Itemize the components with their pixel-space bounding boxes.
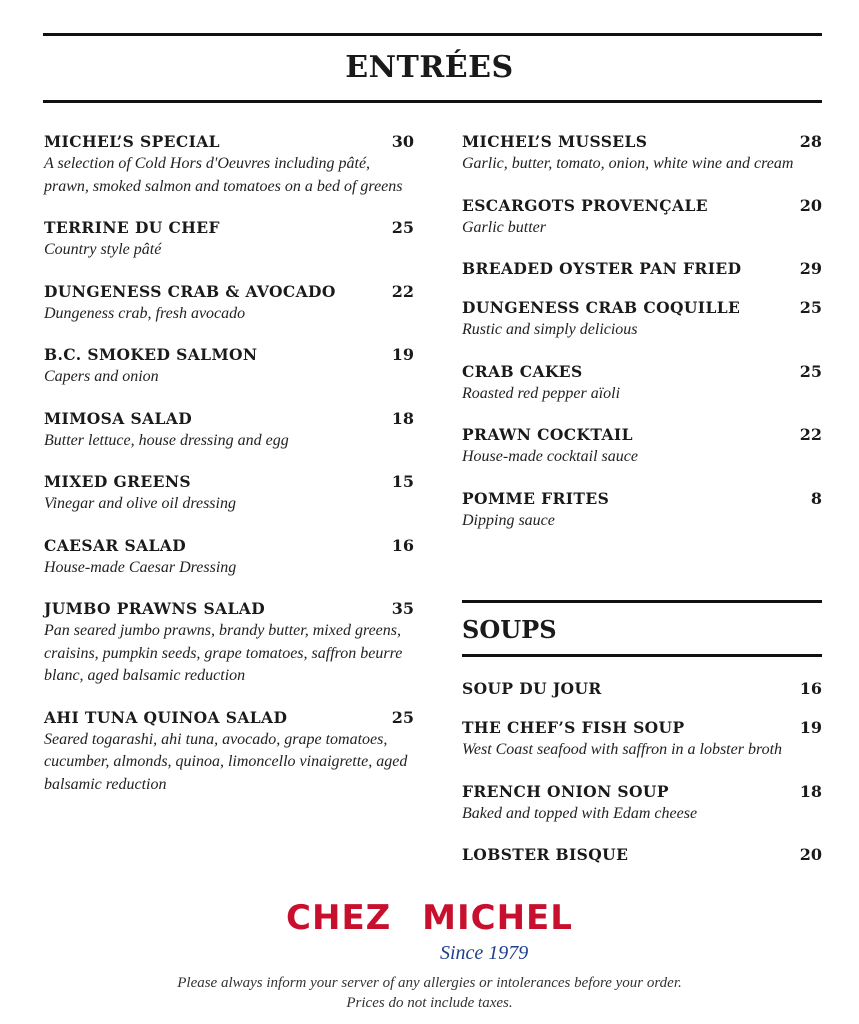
since-tagline: Since 1979 [440, 942, 529, 964]
menu-item [462, 679, 822, 698]
item-description: Dipping sauce [462, 511, 555, 529]
item-description: Country style pâté [44, 241, 162, 258]
item-name: DUNGENESS CRAB & AVOCADO [44, 281, 336, 301]
item-price: 19 [799, 718, 822, 737]
menu-item [462, 845, 822, 864]
item-description: Pan seared jumbo prawns, brandy butter, mixed greens, craisins, pumpkin seeds, grape tomatoes, saffron beurre blanc, aged balsamic reduction [44, 622, 403, 684]
allergy-notice-line: Please always inform your server of any allergies or intolerances before your order. [177, 975, 682, 991]
menu-item [44, 345, 414, 389]
title-bottom-rule [43, 100, 822, 103]
item-price: 18 [391, 408, 414, 428]
soups-bottom-rule [462, 654, 822, 657]
item-name: MIMOSA SALAD [44, 408, 193, 428]
item-price: 8 [810, 488, 822, 508]
item-price: 35 [391, 599, 414, 618]
item-name: MICHEL’S SPECIAL [44, 132, 220, 151]
item-price: 16 [799, 679, 822, 698]
item-price: 15 [391, 472, 414, 491]
item-price: 22 [391, 281, 414, 301]
page-title: ENTRÉES [345, 50, 514, 85]
menu-item [462, 362, 822, 406]
item-name: JUMBO PRAWNS SALAD [44, 599, 266, 618]
item-description: Butter lettuce, house dressing and egg [44, 431, 289, 449]
item-description: House-made cocktail sauce [462, 448, 638, 465]
item-description: A selection of Cold Hors d'Oeuvres including pâté, prawn, smoked salmon and tomatoes on a bed of greens [44, 155, 403, 195]
item-price: 16 [391, 535, 414, 555]
item-name: MIXED GREENS [44, 472, 191, 491]
item-description: Roasted red pepper aïoli [462, 384, 621, 402]
allergy-notice [0, 973, 859, 1013]
item-description: West Coast seafood with saffron in a lobster broth [462, 741, 783, 758]
item-price: 25 [391, 707, 414, 727]
item-name: B.C. SMOKED SALMON [44, 345, 258, 364]
menu-item [44, 132, 414, 198]
menu-item [44, 536, 414, 580]
menu-item [462, 425, 822, 469]
menu-item [44, 282, 414, 326]
menu-item [44, 409, 414, 453]
menu-item [44, 708, 414, 797]
item-name: CRAB CAKES [462, 361, 583, 381]
item-description: Garlic, butter, tomato, onion, white wine and cream [462, 155, 794, 172]
item-description: House-made Caesar Dressing [44, 558, 237, 576]
item-name: BREADED OYSTER PAN FRIED [462, 259, 742, 278]
soups-top-rule [462, 600, 822, 603]
menu-item [462, 298, 822, 342]
menu-item [44, 599, 414, 688]
item-name: TERRINE DU CHEF [44, 218, 220, 237]
item-price: 25 [799, 298, 822, 317]
item-price: 19 [391, 345, 414, 364]
item-price: 22 [799, 425, 822, 444]
item-price: 18 [799, 781, 822, 801]
item-price: 28 [799, 132, 822, 151]
item-name: LOBSTER BISQUE [462, 845, 629, 864]
menu-item [462, 782, 822, 826]
item-price: 29 [799, 259, 822, 278]
item-description: Vinegar and olive oil dressing [44, 495, 236, 512]
menu-item [44, 218, 414, 262]
item-name: FRENCH ONION SOUP [462, 781, 669, 801]
chez-michel-logo: CHEZ MICHEL [286, 898, 573, 938]
item-name: CAESAR SALAD [44, 535, 187, 555]
item-name: AHI TUNA QUINOA SALAD [44, 707, 288, 727]
entrees-left-column [44, 132, 414, 816]
menu-item [462, 196, 822, 240]
tax-notice-line: Prices do not include taxes. [346, 995, 513, 1011]
item-name: ESCARGOTS PROVENÇALE [462, 195, 708, 215]
item-name: THE CHEF’S FISH SOUP [462, 718, 685, 737]
item-description: Garlic butter [462, 218, 546, 236]
item-price: 20 [799, 845, 822, 864]
item-description: Baked and topped with Edam cheese [462, 804, 698, 822]
menu-item [462, 259, 822, 278]
menu-item [462, 718, 822, 762]
item-name: PRAWN COCKTAIL [462, 425, 633, 444]
item-name: MICHEL’S MUSSELS [462, 132, 648, 151]
soups-title: SOUPS [462, 615, 557, 644]
entrees-right-column [462, 132, 822, 552]
menu-item [462, 132, 822, 176]
item-name: POMME FRITES [462, 488, 610, 508]
top-rule [43, 33, 822, 36]
item-description: Dungeness crab, fresh avocado [44, 304, 246, 322]
item-name: DUNGENESS CRAB COQUILLE [462, 298, 741, 317]
item-name: SOUP DU JOUR [462, 679, 602, 698]
menu-item [462, 489, 822, 533]
item-description: Rustic and simply delicious [462, 321, 638, 338]
soups-section [462, 600, 822, 884]
item-price: 25 [391, 218, 414, 237]
menu-item [44, 472, 414, 516]
item-description: Capers and onion [44, 368, 159, 385]
item-price: 25 [799, 361, 822, 381]
item-description: Seared togarashi, ahi tuna, avocado, grape tomatoes, cucumber, almonds, quinoa, limoncello vinaigrette, aged balsamic reduction [44, 730, 408, 793]
item-price: 30 [391, 132, 414, 151]
item-price: 20 [799, 195, 822, 215]
